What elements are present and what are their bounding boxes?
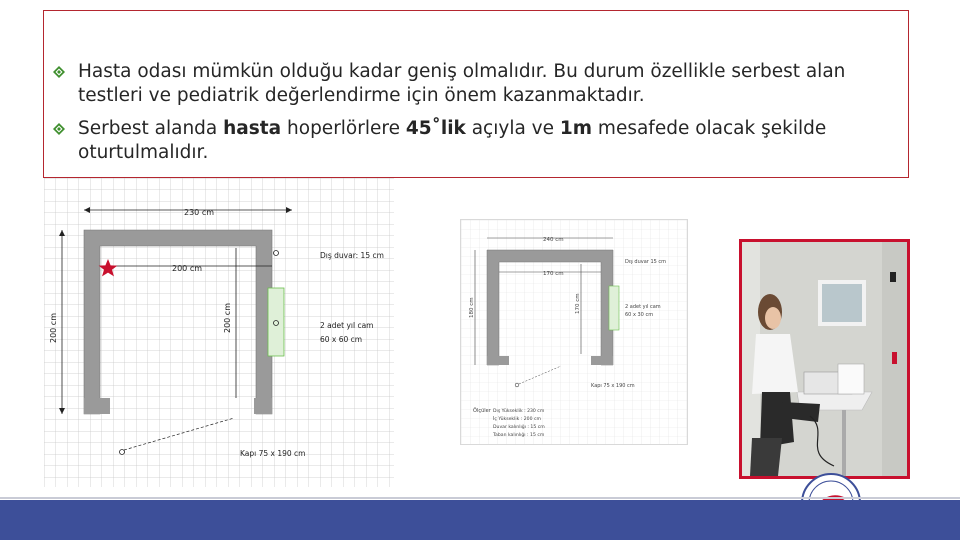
small-inner-width-label: 170 cm — [543, 271, 564, 277]
floor-plan-small-drawing — [461, 220, 687, 444]
legend-line-2: İç Yükseklik : 200 cm — [493, 417, 541, 422]
small-door-label: Kapı 75 x 190 cm — [591, 383, 635, 389]
window-label-2: 60 x 60 cm — [320, 335, 363, 344]
legend-line-3: Duvar kalınlığı : 15 cm — [493, 425, 545, 430]
bullet-text-2: Serbest alanda hasta hoperlörlere 45˚lik açıyla ve 1m mesafede olacak şekilde oturtulmalıdır. — [78, 118, 827, 163]
footer-divider — [0, 497, 960, 499]
small-window-label-2: 60 x 30 cm — [625, 312, 654, 318]
wall-thickness-label: Dış duvar: 15 cm — [320, 251, 384, 260]
door-label: Kapı 75 x 190 cm — [240, 449, 306, 458]
legend-line-4: Taban kalınlığı : 15 cm — [493, 433, 545, 438]
small-inner-height-label: 170 cm — [575, 293, 581, 314]
legend-title: Ölçüler — [473, 408, 491, 414]
small-left-height-label: 180 cm — [469, 297, 475, 318]
inner-width-label: 200 cm — [172, 264, 203, 273]
footer-bar — [0, 500, 960, 540]
diamond-bullet-icon — [52, 122, 66, 136]
small-wall-thickness-label: Dış duvar 15 cm — [625, 259, 667, 265]
outer-height-label: 200 cm — [49, 312, 58, 343]
audiometry-booth-photo — [739, 239, 910, 479]
small-window-label-1: 2 adet yıl cam — [625, 304, 661, 310]
diamond-bullet-icon — [52, 65, 66, 79]
audiometry-booth-illustration — [742, 242, 907, 476]
floor-plan-small — [460, 219, 688, 445]
floor-plan-large — [44, 178, 394, 487]
window-label-1: 2 adet yıl cam — [320, 321, 374, 330]
bullet-text-1: Hasta odası mümkün olduğu kadar geniş olmalıdır. Bu durum özellikle serbest alan testleri ve pediatrik değerlendirme için önem kazanmaktadır. — [78, 61, 846, 106]
bullet-item-1 — [52, 60, 892, 108]
outer-width-label: 230 cm — [184, 208, 215, 217]
small-outer-width-label: 240 cm — [543, 237, 564, 243]
inner-height-label: 200 cm — [223, 302, 232, 333]
bullet-item-2 — [52, 117, 892, 165]
floor-plan-large-drawing — [44, 178, 394, 487]
legend-line-1: Dış Yükseklik : 230 cm — [493, 409, 545, 414]
bullet-list — [52, 60, 892, 174]
